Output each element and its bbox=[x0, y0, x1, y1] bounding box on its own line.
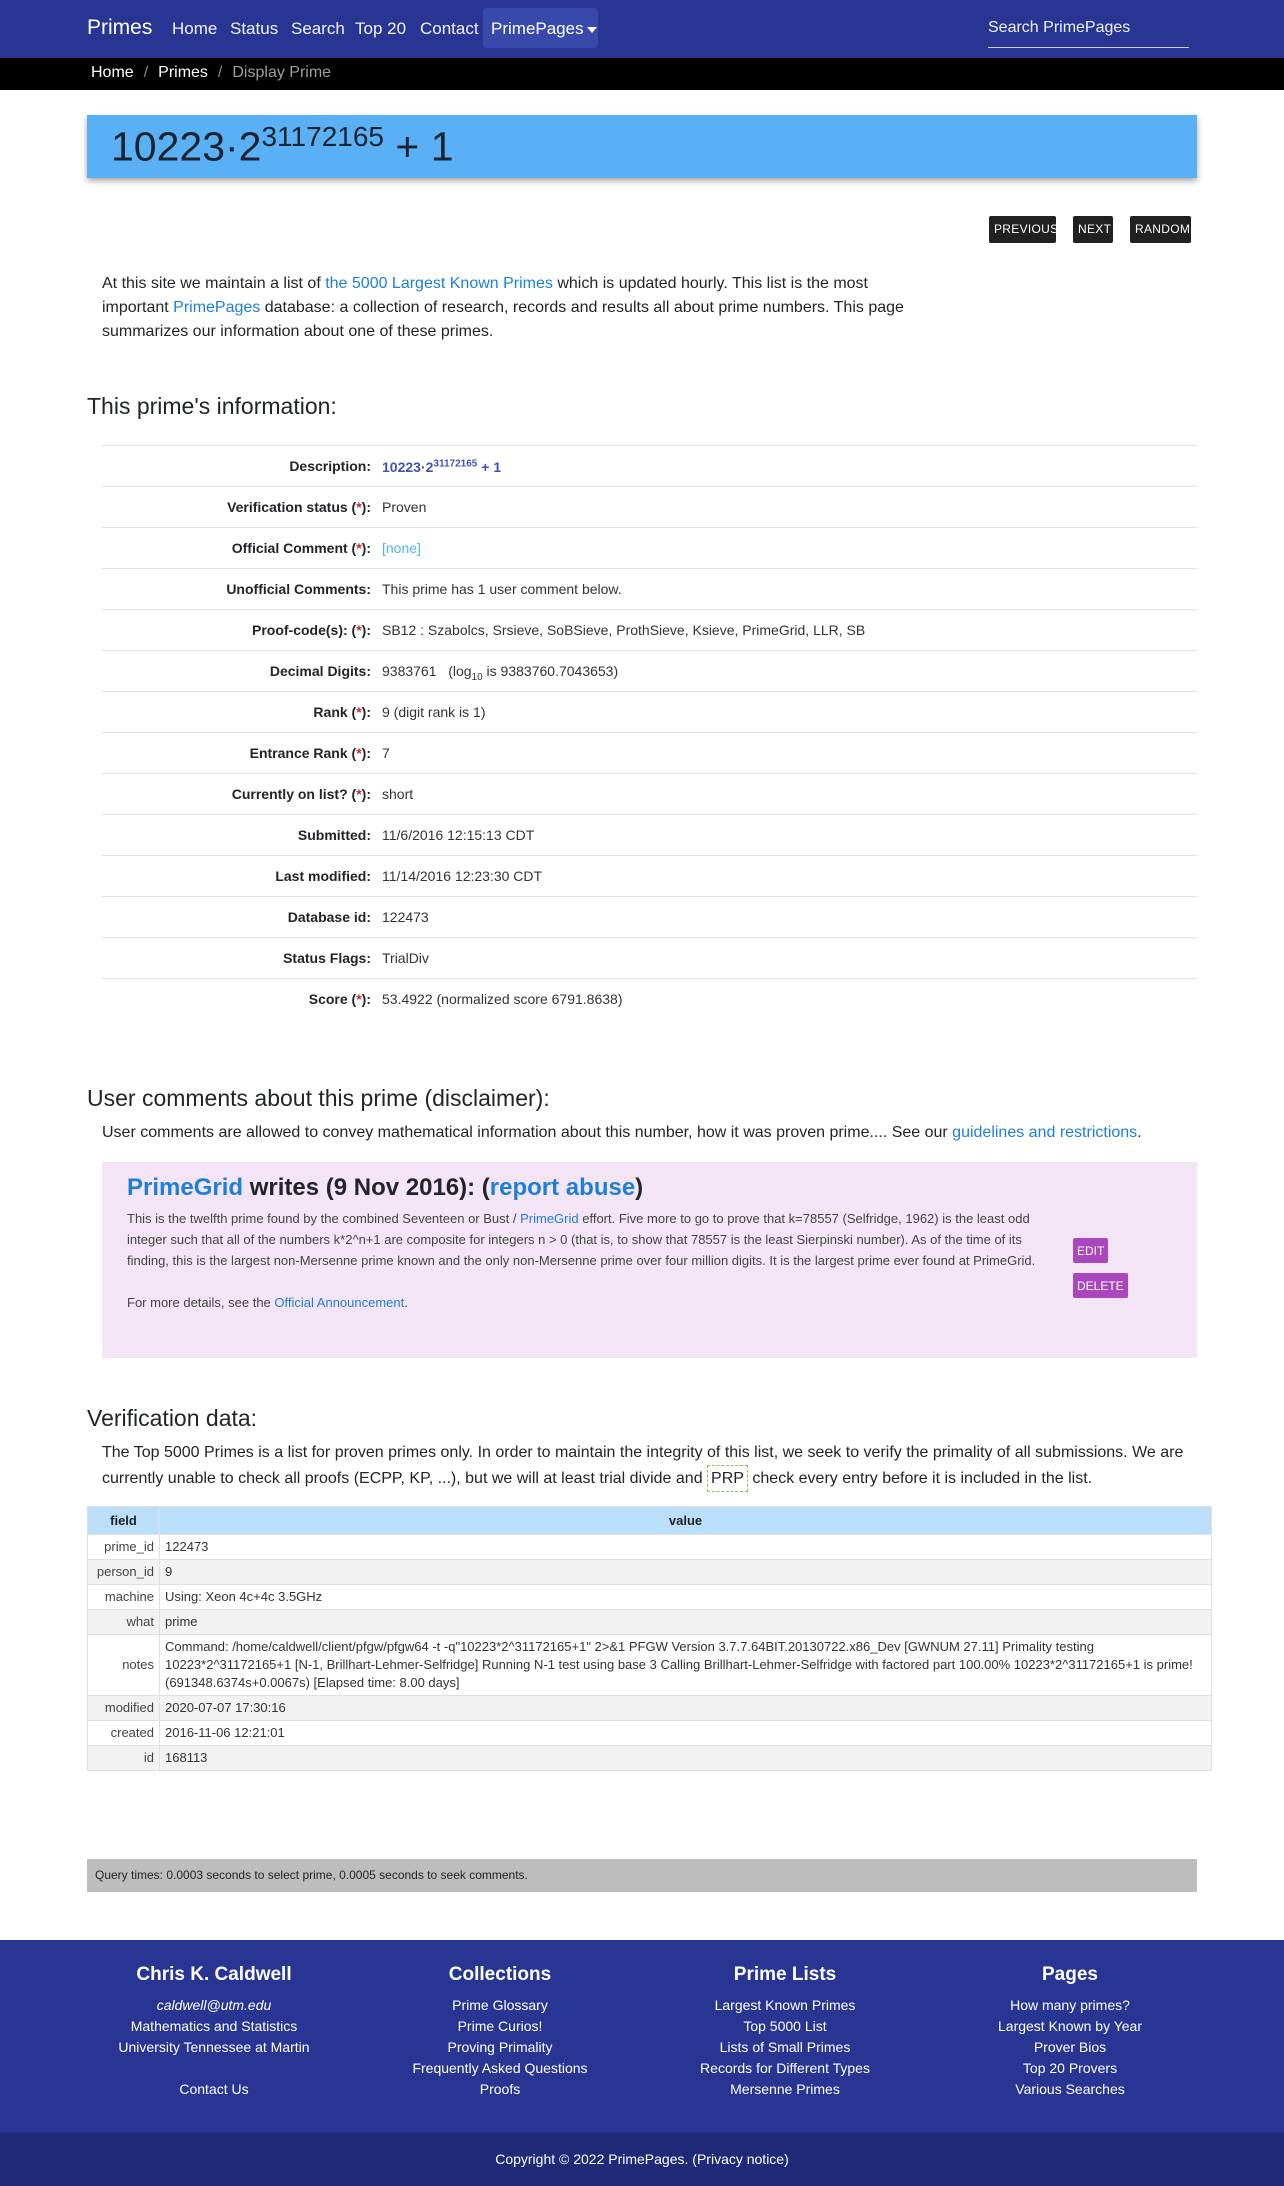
footer-link[interactable]: Prime Glossary bbox=[452, 1997, 548, 2013]
comments-heading: User comments about this prime (disclaimer): bbox=[87, 1085, 550, 1111]
value-cell: 9 bbox=[160, 1560, 1212, 1585]
info-value: This prime has 1 user comment below. bbox=[382, 581, 622, 597]
info-label: Official Comment (*): bbox=[231, 540, 371, 556]
search-input[interactable]: Search PrimePages bbox=[988, 14, 1189, 48]
column-header: value bbox=[160, 1507, 1212, 1535]
info-label: Entrance Rank (*): bbox=[249, 745, 371, 761]
table-row bbox=[88, 1585, 1212, 1610]
prime-tail: + 1 bbox=[395, 123, 454, 170]
info-value: short bbox=[382, 786, 414, 802]
footer-col-pages bbox=[920, 1964, 1220, 2100]
footer-text: University Tennessee at Martin bbox=[118, 2039, 310, 2055]
dropdown-label: PrimePages bbox=[491, 19, 584, 38]
info-value: 53.4922 (normalized score 6791.8638) bbox=[382, 991, 623, 1007]
info-row-official-comment bbox=[102, 527, 1197, 568]
field-cell: prime_id bbox=[88, 1535, 160, 1560]
info-value: SB12 : Szabolcs, Srsieve, SoBSieve, ProthSieve, Ksieve, PrimeGrid, LLR, SB bbox=[382, 622, 866, 638]
prime-info-table bbox=[102, 445, 1197, 1019]
info-label: Submitted: bbox=[297, 827, 371, 843]
prime-base: 2 bbox=[238, 123, 262, 170]
field-cell: machine bbox=[88, 1585, 160, 1610]
footer-link[interactable]: Proofs bbox=[479, 2081, 521, 2097]
navbar bbox=[0, 0, 1284, 58]
info-label: Proof-code(s): (*): bbox=[251, 622, 371, 638]
field-cell: created bbox=[88, 1721, 160, 1746]
table-row bbox=[88, 1696, 1212, 1721]
info-row-on-list bbox=[102, 773, 1197, 814]
value-cell: 168113 bbox=[160, 1746, 1212, 1771]
info-row-database-id bbox=[102, 896, 1197, 937]
guidelines-link[interactable]: guidelines and restrictions bbox=[952, 1124, 1138, 1141]
value-cell: Using: Xeon 4c+4c 3.5GHz bbox=[160, 1585, 1212, 1610]
info-row-decimal-digits bbox=[102, 650, 1197, 691]
breadcrumb-current: Display Prime bbox=[232, 64, 332, 81]
nav-home[interactable]: Home bbox=[172, 19, 218, 38]
footer-heading: Pages bbox=[1042, 1964, 1098, 1985]
value-cell: prime bbox=[160, 1610, 1212, 1635]
breadcrumb-separator: / bbox=[217, 64, 223, 81]
official-announcement-link[interactable]: Official Announcement bbox=[274, 1295, 405, 1310]
footer-link[interactable]: Prime Curios! bbox=[457, 2018, 543, 2034]
footer-link[interactable]: Various Searches bbox=[1015, 2081, 1125, 2097]
copyright-bar: Copyright © 2022 PrimePages. (Privacy notice) bbox=[0, 2133, 1284, 2186]
footer-link[interactable]: Largest Known by Year bbox=[998, 2018, 1142, 2034]
next-button[interactable]: NEXT bbox=[1073, 216, 1113, 243]
nav-search[interactable]: Search bbox=[291, 19, 345, 38]
comments-intro: User comments are allowed to convey mathematical information about this number, how it was proven prime.... See our guidelines and restrictions. bbox=[102, 1124, 1142, 1141]
footer-text: Mathematics and Statistics bbox=[130, 2018, 298, 2034]
value-cell: 2020-07-07 17:30:16 bbox=[160, 1696, 1212, 1721]
author-email[interactable]: caldwell@utm.edu bbox=[156, 1997, 272, 2013]
info-label: Description: bbox=[289, 458, 371, 474]
info-value: 11/6/2016 12:15:13 CDT bbox=[382, 827, 535, 843]
largest-primes-link[interactable]: the 5000 Largest Known Primes bbox=[325, 275, 553, 292]
footer-link[interactable]: Top 5000 List bbox=[743, 2018, 827, 2034]
breadcrumb-bar bbox=[0, 58, 1284, 90]
comment-author-link[interactable]: PrimeGrid bbox=[127, 1174, 244, 1201]
field-cell: notes bbox=[88, 1635, 160, 1696]
footer-link[interactable]: Mersenne Primes bbox=[730, 2081, 840, 2097]
help-star-link[interactable]: * bbox=[356, 499, 362, 515]
previous-button[interactable]: PREVIOUS bbox=[989, 216, 1056, 243]
prime-formula bbox=[111, 121, 454, 171]
delete-comment-button[interactable]: DELETE bbox=[1073, 1273, 1128, 1298]
nav-primepages-dropdown[interactable] bbox=[483, 8, 598, 48]
info-row-rank bbox=[102, 691, 1197, 732]
comment-header: PrimeGrid writes (9 Nov 2016): (report abuse) bbox=[127, 1174, 644, 1201]
edit-comment-button[interactable]: EDIT bbox=[1073, 1238, 1108, 1263]
privacy-notice-link[interactable]: Privacy notice bbox=[696, 2151, 785, 2167]
info-value: 9 (digit rank is 1) bbox=[382, 704, 486, 720]
intro-text: which is updated hourly. This list is the most important bbox=[102, 275, 868, 316]
caret-down-icon bbox=[587, 27, 597, 33]
footer bbox=[0, 1940, 1284, 2186]
info-value: Proven bbox=[382, 499, 427, 515]
breadcrumb-home[interactable]: Home bbox=[91, 64, 134, 81]
info-row-last-modified bbox=[102, 855, 1197, 896]
verification-heading: Verification data: bbox=[87, 1405, 258, 1431]
info-row-description bbox=[102, 445, 1197, 486]
nav-top20[interactable]: Top 20 bbox=[355, 19, 407, 38]
footer-link[interactable]: Frequently Asked Questions bbox=[412, 2060, 588, 2076]
help-star-link[interactable]: * bbox=[356, 540, 362, 556]
footer-col-collections bbox=[350, 1964, 650, 2100]
column-header: field bbox=[88, 1507, 160, 1535]
comment-body: This is the twelfth prime found by the combined Seventeen or Bust / PrimeGrid effort. Five more to go to prove that k=78557 (Selfridge, 1962) is the least odd integer such that all of the numbers k*2^n+1 are composite for integers n > 0 (that is, to show that 78557 is the least Sierpinski number). As of the time of its finding, this is the largest non-Mersenne prime known and the only non-Mersenne prime over four million digits. It is the largest prime ever found at PrimeGrid. For more details, see the Official Announcement. bbox=[127, 1211, 1036, 1310]
info-row-score bbox=[102, 978, 1197, 1019]
nav-status[interactable]: Status bbox=[230, 19, 279, 38]
field-cell: modified bbox=[88, 1696, 160, 1721]
info-value: 122473 bbox=[382, 909, 429, 925]
intro-paragraph bbox=[102, 272, 922, 344]
nav-contact[interactable]: Contact bbox=[420, 19, 479, 38]
info-value: TrialDiv bbox=[382, 950, 429, 966]
info-label: Decimal Digits: bbox=[269, 663, 371, 679]
primepages-link[interactable]: PrimePages bbox=[173, 299, 261, 316]
table-row bbox=[88, 1746, 1212, 1771]
footer-link[interactable]: How many primes? bbox=[1010, 1997, 1130, 2013]
footer-link[interactable]: Proving Primality bbox=[447, 2039, 553, 2055]
info-value bbox=[382, 540, 421, 556]
footer-col-prime-lists bbox=[635, 1964, 935, 2100]
footer-link[interactable]: Largest Known Primes bbox=[714, 1997, 856, 2013]
footer-heading: Prime Lists bbox=[733, 1964, 837, 1985]
info-row-status-flags bbox=[102, 937, 1197, 978]
help-star-link[interactable]: * bbox=[356, 704, 362, 720]
info-heading: This prime's information: bbox=[87, 393, 337, 419]
footer-col-author bbox=[64, 1964, 364, 2100]
breadcrumb-separator: / bbox=[143, 64, 149, 81]
verification-table bbox=[87, 1506, 1212, 1771]
query-times: Query times: 0.0003 seconds to select prime, 0.0005 seconds to seek comments. bbox=[87, 1859, 1197, 1892]
footer-link[interactable]: Lists of Small Primes bbox=[719, 2039, 851, 2055]
info-row-verification bbox=[102, 486, 1197, 527]
prime-k: 10223 bbox=[111, 123, 226, 170]
table-row bbox=[88, 1721, 1212, 1746]
footer-link[interactable]: Prover Bios bbox=[1033, 2039, 1107, 2055]
primegrid-link[interactable]: PrimeGrid bbox=[520, 1211, 579, 1226]
info-value bbox=[382, 458, 501, 475]
info-row-submitted bbox=[102, 814, 1197, 855]
help-star-link[interactable]: * bbox=[356, 786, 362, 802]
random-button[interactable]: RANDOM bbox=[1130, 216, 1191, 243]
info-label: Verification status (*): bbox=[227, 499, 371, 515]
field-cell: person_id bbox=[88, 1560, 160, 1585]
value-cell: Command: /home/caldwell/client/pfgw/pfgw64 -t -q"10223*2^31172165+1" 2>&1 PFGW Version 3.7.7.64BIT.20130722.x86_Dev [GWNUM 27.11] Primality testing 10223*2^31172165+1 [N-1, Brillhart-Lehmer-Selfridge] Running N-1 test using base 3 Calling Brillhart-Lehmer-Selfridge with factored part 100.00% 10223*2^31172165+1 is prime! (691348.6374s+0.0067s) [Elapsed time: 8.00 days] bbox=[160, 1635, 1212, 1696]
dot-operator: · bbox=[225, 123, 239, 170]
verification-text: The Top 5000 Primes is a list for proven primes only. In order to maintain the integrity of this list, we seek to verify the primality of all submissions. We are currently unable to check all proofs (ECPP, KP, ...), but we will at least trial divide and PRP check every entry before it is included in the list. bbox=[102, 1440, 1202, 1492]
info-value: 11/14/2016 12:23:30 CDT bbox=[382, 868, 543, 884]
footer-link[interactable]: Top 20 Provers bbox=[1022, 2060, 1118, 2076]
footer-link[interactable]: Records for Different Types bbox=[700, 2060, 870, 2076]
table-row bbox=[88, 1610, 1212, 1635]
info-row-proof-codes bbox=[102, 609, 1197, 650]
intro-text: database: a collection of research, records and results all about prime numbers. This page summarizes our information about one of these primes. bbox=[102, 299, 904, 340]
breadcrumb-primes[interactable]: Primes bbox=[158, 64, 208, 81]
footer-heading: Collections bbox=[448, 1964, 552, 1985]
info-label: Database id: bbox=[287, 909, 371, 925]
value-cell: 122473 bbox=[160, 1535, 1212, 1560]
table-header-row bbox=[88, 1507, 1212, 1535]
description-link[interactable]: $10223\cdot 2^{31172165} + 1$ bbox=[382, 458, 502, 475]
value-cell: 2016-11-06 12:21:01 bbox=[160, 1721, 1212, 1746]
info-label: Unofficial Comments: bbox=[226, 581, 371, 597]
info-label: Currently on list? (*): bbox=[231, 786, 371, 802]
brand-link[interactable]: Primes bbox=[87, 16, 153, 39]
info-row-unofficial-comments bbox=[102, 568, 1197, 609]
breadcrumb bbox=[91, 64, 331, 82]
prp-abbr: PRP bbox=[707, 1465, 748, 1492]
info-row-entrance-rank bbox=[102, 732, 1197, 773]
info-label: Status Flags: bbox=[283, 950, 371, 966]
contact-us-link[interactable]: Contact Us bbox=[179, 2081, 249, 2097]
info-value: 9383761 ($\log_{10}$ is 9383760.7043653) bbox=[382, 663, 619, 683]
field-cell: id bbox=[88, 1746, 160, 1771]
intro-text: At this site we maintain a list of bbox=[102, 275, 326, 292]
field-cell: what bbox=[88, 1610, 160, 1635]
help-star-link[interactable]: * bbox=[356, 622, 362, 638]
table-row bbox=[88, 1535, 1212, 1560]
user-comment bbox=[102, 1162, 1197, 1358]
info-label: Score (*): bbox=[308, 991, 371, 1007]
help-star-link[interactable]: * bbox=[356, 991, 362, 1007]
table-row bbox=[88, 1635, 1212, 1696]
table-row bbox=[88, 1560, 1212, 1585]
info-label: Last modified: bbox=[275, 868, 371, 884]
prime-title-card bbox=[87, 115, 1197, 178]
disclaimer-link[interactable]: disclaimer bbox=[432, 1085, 536, 1111]
info-label: Rank (*): bbox=[313, 704, 371, 720]
prime-exponent: 31172165 bbox=[261, 121, 384, 152]
report-abuse-link[interactable]: report abuse bbox=[489, 1174, 636, 1201]
official-comment-none-link[interactable]: [none] bbox=[382, 540, 421, 556]
footer-heading: Chris K. Caldwell bbox=[136, 1964, 292, 1985]
help-star-link[interactable]: * bbox=[356, 745, 362, 761]
info-value: 7 bbox=[382, 745, 390, 761]
